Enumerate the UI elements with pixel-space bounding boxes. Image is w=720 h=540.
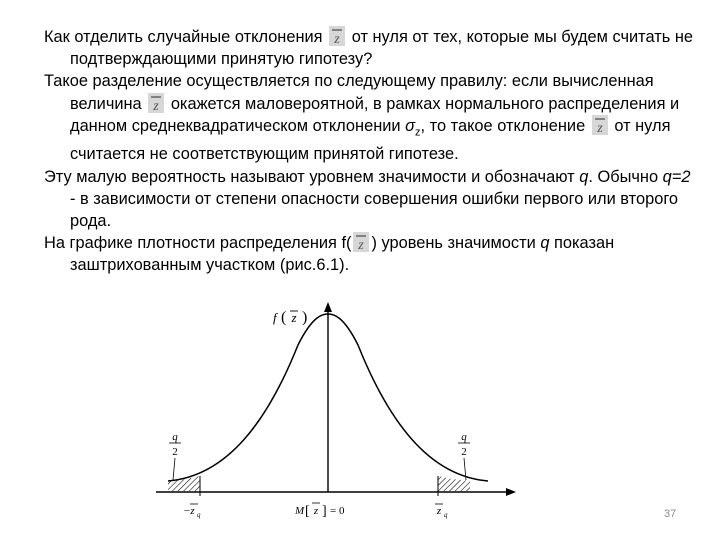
paragraph-4 <box>44 232 694 276</box>
p1-text-a: Как отделить случайные отклонения <box>44 28 323 46</box>
p2-text-b: окажется маловероятной, в рамках нормального распределения и данном среднеквадратическом отклонении <box>70 94 680 135</box>
p3-text-b: . Обычно <box>588 167 663 186</box>
z-bar-icon <box>329 26 345 46</box>
sigma-symbol: σ <box>405 116 416 135</box>
left-fraction-num: q <box>172 431 178 443</box>
right-tick-label: z <box>436 505 442 517</box>
normal-density-plot <box>148 300 528 525</box>
right-fraction-den: 2 <box>461 446 467 458</box>
center-bracket-open: [ <box>305 504 310 519</box>
center-label-m: M <box>295 505 305 517</box>
paragraph-3 <box>44 166 694 233</box>
right-fraction-num: q <box>461 431 467 443</box>
z-bar-icon <box>592 115 608 135</box>
page-number: 37 <box>664 508 677 520</box>
p4-text-c: показан заштрихованным участком (рис.6.1). <box>70 234 615 275</box>
z-bar-icon <box>353 232 369 252</box>
paragraph-1 <box>44 26 694 70</box>
p3-text-a: Эту малую вероятность называют уровнем значимости и обозначают <box>44 167 580 186</box>
y-axis-arrow <box>324 302 332 312</box>
y-label-paren-close: ) <box>302 309 308 326</box>
center-bracket-close: ] <box>322 504 327 519</box>
svg-text:z: z <box>597 120 603 135</box>
p2-text-c: , то такое отклонение <box>420 116 586 135</box>
left-tick-label: −z <box>183 505 195 517</box>
slide-text <box>44 26 694 277</box>
center-label-eq: = 0 <box>330 505 345 517</box>
q-symbol: q <box>579 167 589 186</box>
sigma-subscript: z <box>415 126 421 139</box>
q-equation: q=2 <box>662 167 691 186</box>
left-fraction-den: 2 <box>172 446 178 458</box>
p1-text-b: от нуля от тех, которые мы будем считать не подтверждающими принятую гипотезу? <box>70 28 694 69</box>
center-label-z: z <box>313 505 319 517</box>
paragraph-2 <box>44 70 694 165</box>
z-bar-icon <box>148 93 164 113</box>
y-label-paren-open: ( <box>281 309 287 326</box>
y-label-var: z <box>291 310 297 325</box>
svg-text:z: z <box>153 98 159 113</box>
left-fraction-pointer <box>173 458 175 480</box>
p3-text-c: - в зависимости от степени опасности совершения ошибки первого или второго рода. <box>70 189 679 230</box>
p4-text-b: ) уровень значимости <box>371 234 541 253</box>
right-tick-sub: q <box>444 511 448 519</box>
right-tail-area <box>438 476 470 491</box>
p2-text-d: от нуля считается не соответствующим принятой гипотезе. <box>70 116 671 164</box>
svg-text:z: z <box>334 32 340 46</box>
density-figure <box>148 300 528 530</box>
y-axis-label: f <box>273 310 277 325</box>
q-symbol: q <box>540 234 550 253</box>
p2-text-a: Такое разделение осуществляется по следующему правилу: если вычисленная величина <box>44 72 654 113</box>
svg-text:z: z <box>358 238 365 253</box>
x-axis-arrow <box>506 488 516 496</box>
p4-text-a: На графике плотности распределения f( <box>44 234 352 253</box>
left-tick-sub: q <box>197 511 201 519</box>
